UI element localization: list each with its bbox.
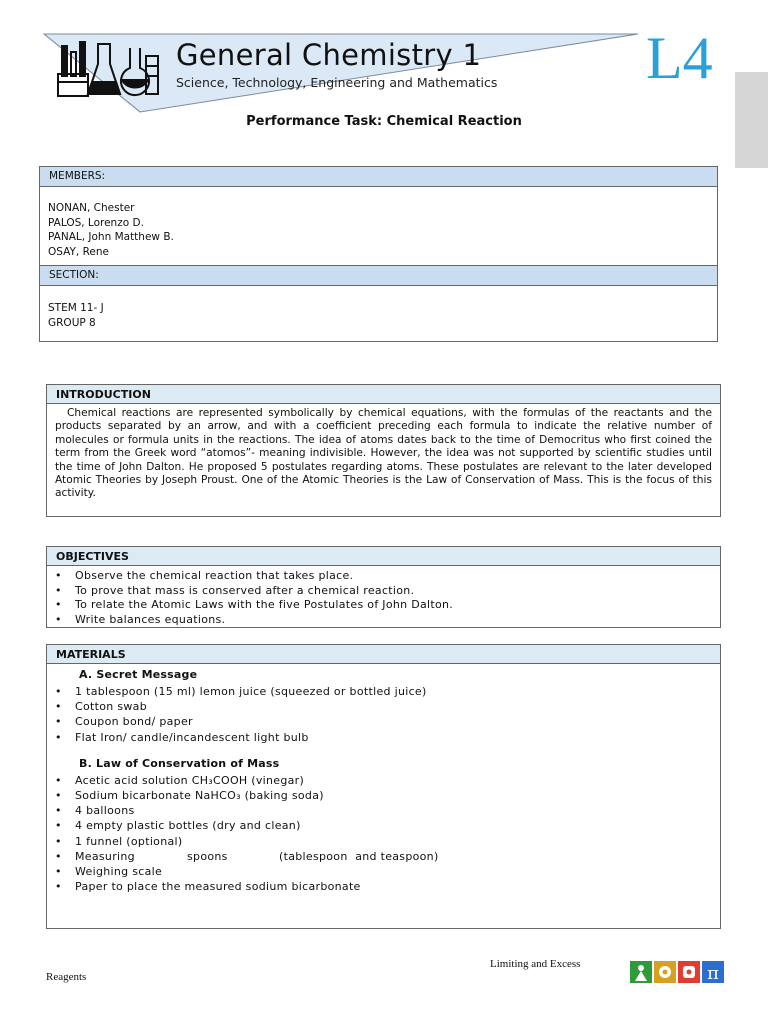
member-name: PALOS, Lorenzo D. xyxy=(48,216,144,229)
measuring-word: Measuring xyxy=(75,849,135,863)
list-item: • Write balances equations. xyxy=(55,613,720,628)
list-item: • Coupon bond/ paper xyxy=(55,714,720,729)
section-values xyxy=(40,286,717,330)
section-value: STEM 11- J xyxy=(48,302,104,314)
lab-glassware-icon xyxy=(52,36,162,102)
member-name: OSAY, Rene xyxy=(48,245,109,258)
page-title: General Chemistry 1 xyxy=(176,38,482,72)
list-item-measuring xyxy=(55,849,720,864)
list-item: • To relate the Atomic Laws with the five Postulates of John Dalton. xyxy=(55,598,720,613)
footer-right-text: Limiting and Excess xyxy=(490,958,581,970)
list-item: • 1 tablespoon (15 ml) lemon juice (squeezed or bottled juice) xyxy=(55,684,720,699)
list-item: • To prove that mass is conserved after a chemical reaction. xyxy=(55,584,720,599)
objectives-header: OBJECTIVES xyxy=(47,547,720,566)
task-title: Performance Task: Chemical Reaction xyxy=(246,114,522,129)
list-item: • 4 empty plastic bottles (dry and clean) xyxy=(55,818,720,833)
members-list xyxy=(40,187,717,265)
list-item: • 1 funnel (optional) xyxy=(55,834,720,849)
list-item: • Flat Iron/ candle/incandescent light bulb xyxy=(55,730,720,745)
member-name: NONAN, Chester xyxy=(48,202,135,214)
members-section-box xyxy=(39,166,718,342)
materials-part-a-title: A. Secret Message xyxy=(79,668,198,681)
spoon-types: (tablespoon and teaspoon) xyxy=(279,849,439,863)
materials-part-b-title: B. Law of Conservation of Mass xyxy=(79,756,280,770)
introduction-box xyxy=(46,384,721,517)
introduction-header: INTRODUCTION xyxy=(47,385,720,404)
materials-header: MATERIALS xyxy=(47,645,720,664)
list-item: • Paper to place the measured sodium bicarbonate xyxy=(55,879,720,894)
list-item: • Sodium bicarbonate NaHCO₃ (baking soda) xyxy=(55,788,720,803)
members-header: MEMBERS: xyxy=(40,167,717,187)
member-name: PANAL, John Matthew B. xyxy=(48,231,174,243)
list-item: • Acetic acid solution CH₃COOH (vinegar) xyxy=(55,773,720,788)
page-subtitle: Science, Technology, Engineering and Mathematics xyxy=(176,75,498,90)
lesson-code: L4 xyxy=(646,25,713,91)
stem-logo-icon xyxy=(630,961,724,983)
group-value: GROUP 8 xyxy=(48,316,96,329)
introduction-text: Chemical reactions are represented symbolically by chemical equations, with the formulas of the reactants and the products separated by an arrow, and with a coefficient preceding each formula to indicate the relative number of molecules or formula units in the reactions. The idea of atoms dates back to the time of Democritus who first coined the term from the Greek word “atomos”- meaning indivisible. However, the idea was not supported by scientific studies until the time of John Dalton. He proposed 5 postulates regarding atoms. These postulates are relevant to the later developed Atomic Theories by Joseph Proust. One of the Atomic Theories is the Law of Conservation of Mass. This is the focus of this activity. xyxy=(55,407,712,500)
spoons-word: spoons xyxy=(187,849,228,863)
list-item: • Cotton swab xyxy=(55,699,720,714)
list-item: • Observe the chemical reaction that takes place. xyxy=(55,569,720,584)
list-item: • Weighing scale xyxy=(55,864,720,879)
materials-part-a-list xyxy=(47,683,720,745)
objectives-list xyxy=(47,566,720,627)
list-item: • 4 balloons xyxy=(55,803,720,818)
svg-text:π: π xyxy=(707,963,719,983)
section-header: SECTION: xyxy=(40,265,717,286)
materials-part-b-list xyxy=(47,772,720,895)
objectives-box xyxy=(46,546,721,628)
materials-box xyxy=(46,644,721,929)
footer-left-text: Reagents xyxy=(46,971,87,983)
